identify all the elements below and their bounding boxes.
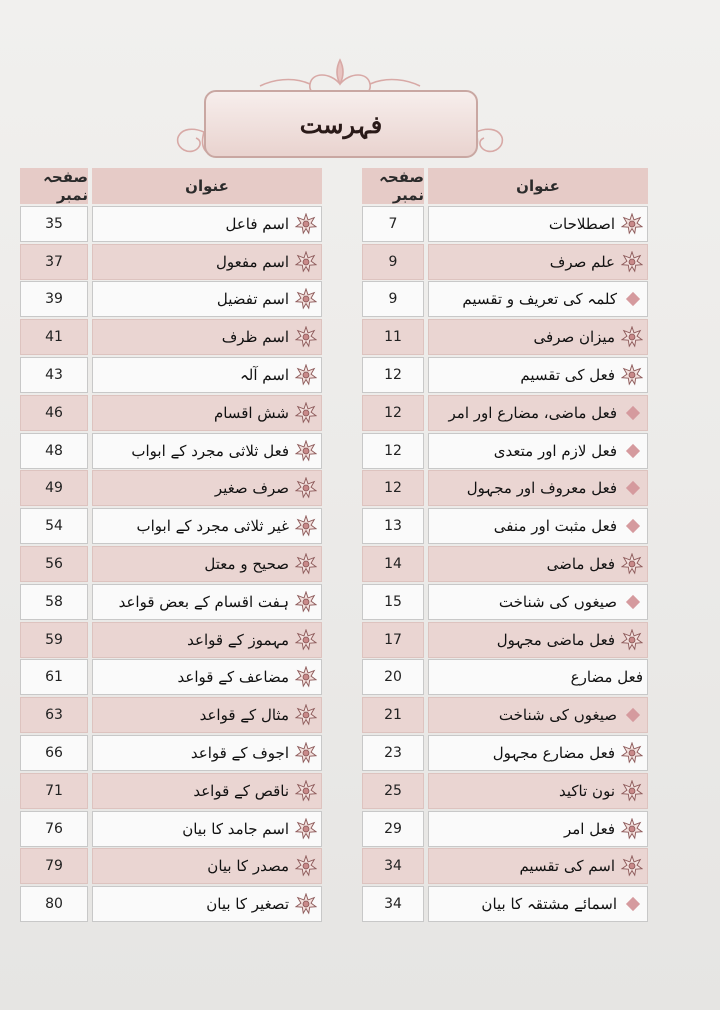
row-title-cell [92,470,322,506]
star-bullet-icon [295,818,317,840]
row-title-cell [428,886,648,922]
row-title: ناقص کے قواعد [193,781,289,800]
star-bullet-icon [621,326,643,348]
star-bullet-icon [295,780,317,802]
header-title: عنوان [92,168,322,204]
row-title: صیغوں کی شناخت [498,706,617,725]
star-bullet-icon [295,213,317,235]
row-title: فعل لازم اور متعدی [493,441,617,460]
star-bullet-icon [621,251,643,273]
row-title: مثال کے قواعد [199,706,289,725]
row-title: شش اقسام [213,403,289,422]
row-title-cell [92,546,322,582]
star-bullet-icon [621,553,643,575]
row-title: صیغوں کی شناخت [498,592,617,611]
row-title: فعل مثبت اور منفی [493,517,617,536]
header-page-number: صفحہ نمبر [20,168,88,204]
row-title-cell [428,470,648,506]
diamond-bullet-icon [626,897,640,911]
row-title-cell [92,281,322,317]
row-title-cell [428,659,648,695]
row-title: مہموز کے قواعد [187,630,289,649]
row-page-number: 20 [362,659,424,695]
row-page-number: 14 [362,546,424,582]
row-title-cell [92,659,322,695]
row-title-cell [92,244,322,280]
row-title: نون تاکید [559,781,615,800]
star-bullet-icon [621,780,643,802]
row-title: اسم مفعول [216,252,289,271]
row-title: فعل کی تقسیم [520,365,615,384]
row-title-cell [428,508,648,544]
row-page-number: 35 [20,206,88,242]
row-page-number: 15 [362,584,424,620]
star-bullet-icon [295,364,317,386]
row-page-number: 63 [20,697,88,733]
row-page-number: 21 [362,697,424,733]
row-page-number: 25 [362,773,424,809]
star-bullet-icon [621,213,643,235]
star-bullet-icon [295,515,317,537]
row-title: فعل مضارع مجہول [492,743,615,762]
row-page-number: 29 [362,811,424,847]
row-title: ہفت اقسام کے بعض قواعد [118,592,289,611]
star-bullet-icon [621,629,643,651]
row-title-cell [92,584,322,620]
star-bullet-icon [295,477,317,499]
row-page-number: 37 [20,244,88,280]
row-page-number: 12 [362,470,424,506]
row-title: فعل مضارع [570,668,643,687]
row-title: اسم کی تقسیم [519,857,615,876]
row-page-number: 12 [362,357,424,393]
row-page-number: 61 [20,659,88,695]
row-page-number: 49 [20,470,88,506]
row-title: فعل ماضی مجہول [496,630,615,649]
row-page-number: 39 [20,281,88,317]
row-title: اسم آلہ [239,365,289,384]
row-page-number: 41 [20,319,88,355]
row-title: اصطلاحات [548,214,615,233]
star-bullet-icon [295,251,317,273]
star-bullet-icon [295,288,317,310]
row-title: صحیح و معتل [204,554,289,573]
row-title: اسم ظرف [221,328,289,347]
row-title: اجوف کے قواعد [190,743,289,762]
row-title-cell [92,848,322,884]
row-page-number: 76 [20,811,88,847]
star-bullet-icon [295,666,317,688]
row-page-number: 71 [20,773,88,809]
row-title: فعل امر [563,819,615,838]
row-title: مصدر کا بیان [207,857,289,876]
row-title: غیر ثلاثی مجرد کے ابواب [136,517,289,536]
star-bullet-icon [295,704,317,726]
row-title-cell [92,508,322,544]
row-title: علم صرف [549,252,615,271]
star-bullet-icon [621,818,643,840]
row-page-number: 9 [362,244,424,280]
row-page-number: 7 [362,206,424,242]
star-bullet-icon [295,591,317,613]
row-title-cell [92,735,322,771]
row-title-cell [428,811,648,847]
row-title-cell [428,281,648,317]
diamond-bullet-icon [626,481,640,495]
row-title-cell [428,546,648,582]
row-title: میزان صرفی [533,328,615,347]
row-page-number: 48 [20,433,88,469]
row-title-cell [428,622,648,658]
row-title-cell [428,433,648,469]
row-page-number: 59 [20,622,88,658]
star-bullet-icon [295,326,317,348]
page-title: فہرست [299,109,383,139]
row-title: اسم جامد کا بیان [182,819,289,838]
row-title-cell [428,584,648,620]
row-title: کلمہ کی تعریف و تقسیم [462,290,617,309]
diamond-bullet-icon [626,519,640,533]
row-title-cell [92,206,322,242]
row-page-number: 46 [20,395,88,431]
header-title: عنوان [428,168,648,204]
row-title-cell [428,319,648,355]
row-page-number: 17 [362,622,424,658]
row-page-number: 9 [362,281,424,317]
row-title: تصغیر کا بیان [206,895,289,914]
star-bullet-icon [295,855,317,877]
star-bullet-icon [295,893,317,915]
row-title: مضاعف کے قواعد [177,668,289,687]
row-title: اسم فاعل [225,214,289,233]
diamond-bullet-icon [626,406,640,420]
row-page-number: 54 [20,508,88,544]
row-title: صرف صغیر [214,479,289,498]
row-page-number: 58 [20,584,88,620]
row-page-number: 56 [20,546,88,582]
row-title-cell [92,433,322,469]
diamond-bullet-icon [626,595,640,609]
row-page-number: 12 [362,395,424,431]
row-page-number: 23 [362,735,424,771]
star-bullet-icon [295,440,317,462]
star-bullet-icon [621,855,643,877]
row-title: فعل معروف اور مجہول [466,479,617,498]
star-bullet-icon [621,364,643,386]
row-page-number: 34 [362,848,424,884]
row-title: فعل ماضی [546,554,615,573]
row-page-number: 80 [20,886,88,922]
row-page-number: 12 [362,433,424,469]
row-title-cell [428,244,648,280]
row-title-cell [92,395,322,431]
row-title: اسمائے مشتقہ کا بیان [481,895,617,914]
row-title-cell [428,357,648,393]
row-title-cell [428,697,648,733]
row-title-cell [428,848,648,884]
row-title: فعل ثلاثی مجرد کے ابواب [131,441,289,460]
diamond-bullet-icon [626,444,640,458]
row-title-cell [92,319,322,355]
header-page-number: صفحہ نمبر [362,168,424,204]
diamond-bullet-icon [626,292,640,306]
row-title-cell [92,622,322,658]
star-bullet-icon [295,553,317,575]
row-title-cell [92,811,322,847]
star-bullet-icon [295,402,317,424]
row-page-number: 13 [362,508,424,544]
row-title-cell [92,886,322,922]
row-title: فعل ماضی، مضارع اور امر [448,403,617,422]
row-title-cell [428,735,648,771]
row-page-number: 79 [20,848,88,884]
star-bullet-icon [295,629,317,651]
row-page-number: 11 [362,319,424,355]
diamond-bullet-icon [626,708,640,722]
star-bullet-icon [295,742,317,764]
page-title-box [204,90,478,158]
row-title-cell [92,697,322,733]
row-title-cell [92,357,322,393]
star-bullet-icon [621,742,643,764]
row-title: اسم تفضیل [216,290,289,309]
row-page-number: 43 [20,357,88,393]
row-page-number: 66 [20,735,88,771]
row-title-cell [428,206,648,242]
row-page-number: 34 [362,886,424,922]
row-title-cell [428,773,648,809]
row-title-cell [92,773,322,809]
row-title-cell [428,395,648,431]
